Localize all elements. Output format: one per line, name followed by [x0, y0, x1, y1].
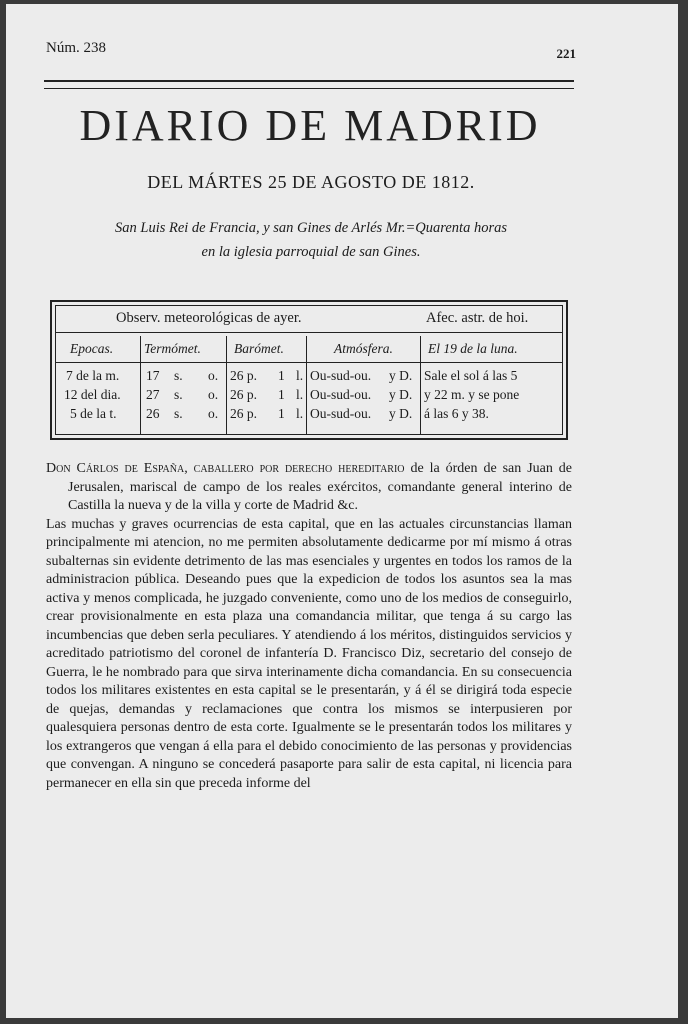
- row-bar-inches: 26 p.: [230, 368, 257, 383]
- row-bar-inches: 26 p.: [230, 406, 257, 421]
- col-header-luna: El 19 de la luna.: [428, 341, 518, 356]
- row-atm-sky: y D.: [389, 387, 413, 402]
- row-bar-lines: 1: [278, 368, 285, 383]
- row-atm-sky: y D.: [389, 406, 413, 421]
- row-term-unit: s.: [174, 387, 183, 402]
- row-atm-sky: y D.: [389, 368, 413, 383]
- row-term-unit: s.: [174, 406, 183, 421]
- row-term-value: 27: [146, 387, 160, 402]
- weather-obs-title: Observ. meteorológicas de ayer.: [116, 310, 302, 326]
- row-luna: y 22 m. y se pone: [424, 387, 520, 402]
- row-bar-unit: l.: [296, 368, 304, 383]
- row-term-unit: s.: [174, 368, 183, 383]
- decree-heading: [46, 460, 572, 516]
- row-term-value: 26: [146, 406, 160, 421]
- row-epoca: 12 del dia.: [64, 387, 121, 402]
- weather-row: [56, 368, 562, 387]
- weather-row: [56, 406, 562, 425]
- row-term-value: 17: [146, 368, 160, 383]
- row-bar-inches: 26 p.: [230, 387, 257, 402]
- decree-heading-rest: de la órden de san Juan de Jerusalen, mariscal de campo de los reales exércitos, comandante general interino de Castilla la nueva y de la villa y corte de Madrid &c.: [68, 461, 572, 513]
- row-atm-wind: Ou-sud-ou.: [310, 406, 372, 421]
- saints-of-the-day: [46, 216, 576, 264]
- row-bar-lines: 1: [278, 406, 285, 421]
- row-bar-unit: l.: [296, 406, 304, 421]
- col-header-barometro: Barómet.: [234, 341, 284, 356]
- row-term-dir: o.: [208, 387, 219, 402]
- col-header-epocas: Epocas.: [70, 341, 114, 356]
- issue-number: Núm. 238: [46, 40, 106, 56]
- col-header-atmosfera: Atmósfera.: [334, 341, 393, 356]
- row-epoca: 5 de la t.: [70, 406, 117, 421]
- row-term-dir: o.: [208, 406, 219, 421]
- decree-heading-name: Don Cárlos de España, caballero por derecho hereditario: [46, 461, 405, 476]
- decree-text: [46, 460, 572, 793]
- weather-row: [56, 387, 562, 406]
- page-number: 221: [556, 46, 576, 61]
- saints-line-1: San Luis Rei de Francia, y san Gines de Arlés Mr.=Quarenta horas: [115, 220, 507, 236]
- row-luna: Sale el sol á las 5: [424, 368, 518, 383]
- masthead-title: DIARIO DE MADRID: [79, 101, 541, 150]
- weather-title-row: [56, 306, 562, 330]
- date-line: DEL MÁRTES 25 DE AGOSTO DE 1812.: [147, 172, 475, 192]
- row-term-dir: o.: [208, 368, 219, 383]
- weather-column-headers: [56, 338, 562, 360]
- header-rule: [44, 80, 574, 89]
- row-epoca: 7 de la m.: [66, 368, 120, 383]
- saints-line-2: en la iglesia parroquial de san Gines.: [201, 244, 421, 260]
- weather-table: [50, 300, 568, 440]
- row-luna: á las 6 y 38.: [424, 406, 489, 421]
- row-atm-wind: Ou-sud-ou.: [310, 387, 372, 402]
- col-header-termometro: Termómet.: [144, 341, 201, 356]
- row-bar-lines: 1: [278, 387, 285, 402]
- page-header: [46, 40, 576, 60]
- weather-astr-title: Afec. astr. de hoi.: [426, 310, 529, 326]
- newspaper-page: [6, 4, 678, 1018]
- row-atm-wind: Ou-sud-ou.: [310, 368, 372, 383]
- row-bar-unit: l.: [296, 387, 304, 402]
- decree-body: Las muchas y graves ocurrencias de esta capital, que en las actuales circunstancias llaman principalmente mi atencion, no me permiten absolutamente dedicarme por mí mismo á otras subalternas sin evidente detrimento de las mas esenciales y urgentes en todos los ramos de la administracion pública. Deseando pues que la expedicion de todos los asuntos sea la mas activa y menos complicada, he juzgado conveniente, como uno de los medios de conseguirlo, crear provisionalmente en esta plaza una comandancia militar, que tenga á su cargo las incumbencias que deben serla peculiares. Y atendiendo á los méritos, distinguidos servicios y acreditado patriotismo del coronel de infantería D. Francisco Diz, secretario del consejo de Guerra, le he nombrado para que sirva interinamente dicha comandancia. En su consecuencia todos los militares existentes en esta capital se le presentarán, y á él se dirigirá toda especie de quejas, demandas y reclamaciones que contra los mismos se interpusieren por qualesquiera personas dentro de esta corte. Igualmente se le presentarán todos los militares y los extrangeros que vengan á ella para el debido conocimiento de las personas y providencias que convengan. A ninguno se concederá pasaporte para salir de esta capital, ni licencia para permanecer en ella sin que preceda informe del: [46, 516, 572, 791]
